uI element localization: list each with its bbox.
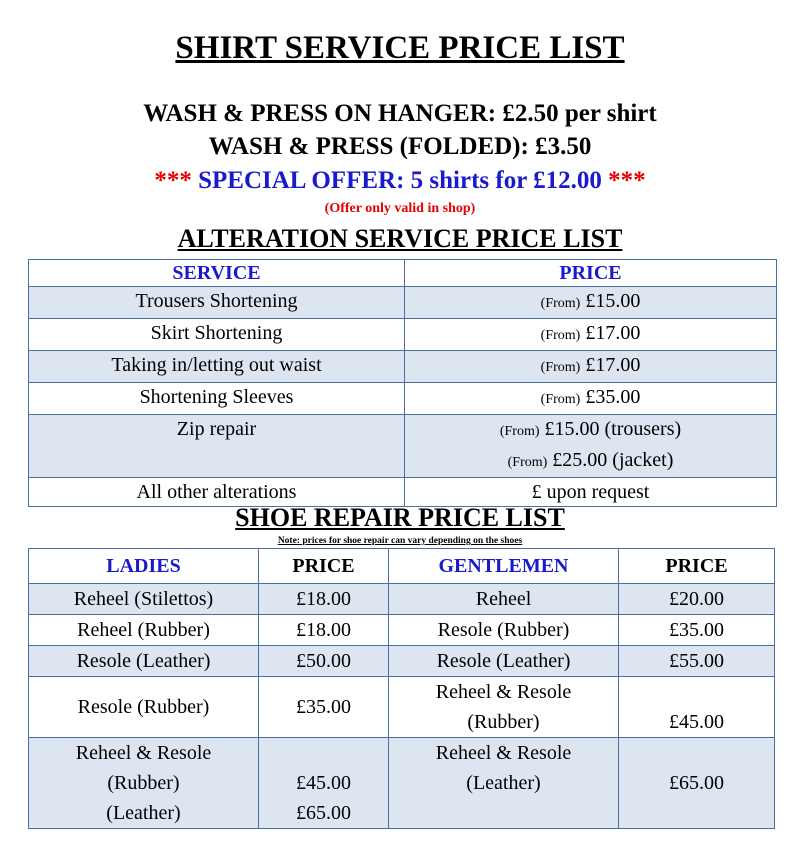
- gents-service: [389, 738, 619, 829]
- from-label: (From): [507, 455, 548, 470]
- ladies-service: Resole (Rubber): [29, 677, 259, 738]
- shirt-price-title: SHIRT SERVICE PRICE LIST: [175, 30, 625, 66]
- gentlemen-price-header: PRICE: [619, 549, 775, 584]
- service-cell: Trousers Shortening: [29, 287, 405, 319]
- service-cell: Shortening Sleeves: [29, 383, 405, 415]
- gents-service: Resole (Leather): [389, 646, 619, 677]
- service-cell: Skirt Shortening: [29, 319, 405, 351]
- gents-service-line: Reheel & Resole: [435, 742, 572, 764]
- table-row: [29, 351, 777, 383]
- service-header: SERVICE: [29, 260, 405, 287]
- table-row: [29, 738, 775, 829]
- ladies-service: Reheel (Rubber): [29, 615, 259, 646]
- ladies-service-line: (Leather): [106, 802, 181, 824]
- alteration-table: [28, 259, 777, 507]
- ladies-price: £18.00: [259, 615, 389, 646]
- service-cell: Taking in/letting out waist: [29, 351, 405, 383]
- gents-price: £20.00: [619, 584, 775, 615]
- from-label: (From): [540, 392, 581, 407]
- gents-service: Reheel: [389, 584, 619, 615]
- table-header-row: [29, 549, 775, 584]
- shoe-repair-table: [28, 548, 775, 829]
- ladies-service-line: Reheel & Resole: [75, 742, 212, 764]
- from-label: (From): [540, 296, 581, 311]
- from-label: (From): [540, 360, 581, 375]
- ladies-header: LADIES: [29, 549, 259, 584]
- wash-press-hanger: WASH & PRESS ON HANGER: £2.50 per shirt: [143, 100, 657, 127]
- price-value: £15.00: [585, 290, 641, 312]
- service-cell: Zip repair: [29, 415, 405, 478]
- ladies-service: Reheel (Stilettos): [29, 584, 259, 615]
- gents-price: £35.00: [619, 615, 775, 646]
- alteration-price-title: ALTERATION SERVICE PRICE LIST: [177, 224, 623, 253]
- from-label: (From): [540, 328, 581, 343]
- gents-price: £45.00: [619, 677, 775, 738]
- offer-text: SPECIAL OFFER: 5 shirts for £12.00: [191, 167, 609, 194]
- ladies-price: £18.00: [259, 584, 389, 615]
- ladies-service-line: (Rubber): [107, 772, 180, 794]
- table-row: [29, 287, 777, 319]
- ladies-price-line: £65.00: [296, 802, 351, 824]
- gents-service: [389, 677, 619, 738]
- shoe-repair-title: SHOE REPAIR PRICE LIST: [235, 503, 565, 532]
- gents-service: Resole (Rubber): [389, 615, 619, 646]
- table-row: [29, 584, 775, 615]
- price-cell: [405, 287, 777, 319]
- table-row: [29, 383, 777, 415]
- offer-stars-right: ***: [608, 167, 646, 194]
- shoe-repair-note: Note: prices for shoe repair can vary depending on the shoes: [277, 536, 523, 546]
- ladies-price-line: £45.00: [296, 772, 351, 794]
- offer-stars-left: ***: [154, 167, 192, 194]
- price-value: £15.00 (trousers): [544, 418, 682, 440]
- gents-price: £55.00: [619, 646, 775, 677]
- service-cell: All other alterations: [29, 478, 405, 507]
- price-value: £25.00 (jacket): [552, 449, 674, 471]
- offer-note: (Offer only valid in shop): [324, 201, 476, 216]
- ladies-price: £50.00: [259, 646, 389, 677]
- table-row: [29, 415, 777, 478]
- from-label: (From): [499, 424, 540, 439]
- price-cell: [405, 415, 777, 478]
- table-header-row: [29, 260, 777, 287]
- gents-service-line: (Rubber): [467, 711, 540, 733]
- table-row: [29, 646, 775, 677]
- ladies-price: £35.00: [259, 677, 389, 738]
- ladies-price: [259, 738, 389, 829]
- gents-service-line: Reheel & Resole: [435, 681, 572, 703]
- price-cell: [405, 351, 777, 383]
- price-cell: £ upon request: [405, 478, 777, 507]
- table-row: [29, 677, 775, 738]
- table-row: [29, 615, 775, 646]
- gents-service-line: (Leather): [466, 772, 541, 794]
- price-cell: [405, 383, 777, 415]
- price-cell: [405, 319, 777, 351]
- gentlemen-header: GENTLEMEN: [389, 549, 619, 584]
- ladies-service: [29, 738, 259, 829]
- gents-price: £65.00: [619, 738, 775, 829]
- table-row: [29, 319, 777, 351]
- price-value: £35.00: [585, 386, 641, 408]
- price-value: £17.00: [585, 322, 641, 344]
- special-offer: [0, 167, 800, 195]
- ladies-service: Resole (Leather): [29, 646, 259, 677]
- price-header: PRICE: [405, 260, 777, 287]
- price-value: £17.00: [585, 354, 641, 376]
- ladies-price-header: PRICE: [259, 549, 389, 584]
- wash-press-folded: WASH & PRESS (FOLDED): £3.50: [208, 133, 592, 160]
